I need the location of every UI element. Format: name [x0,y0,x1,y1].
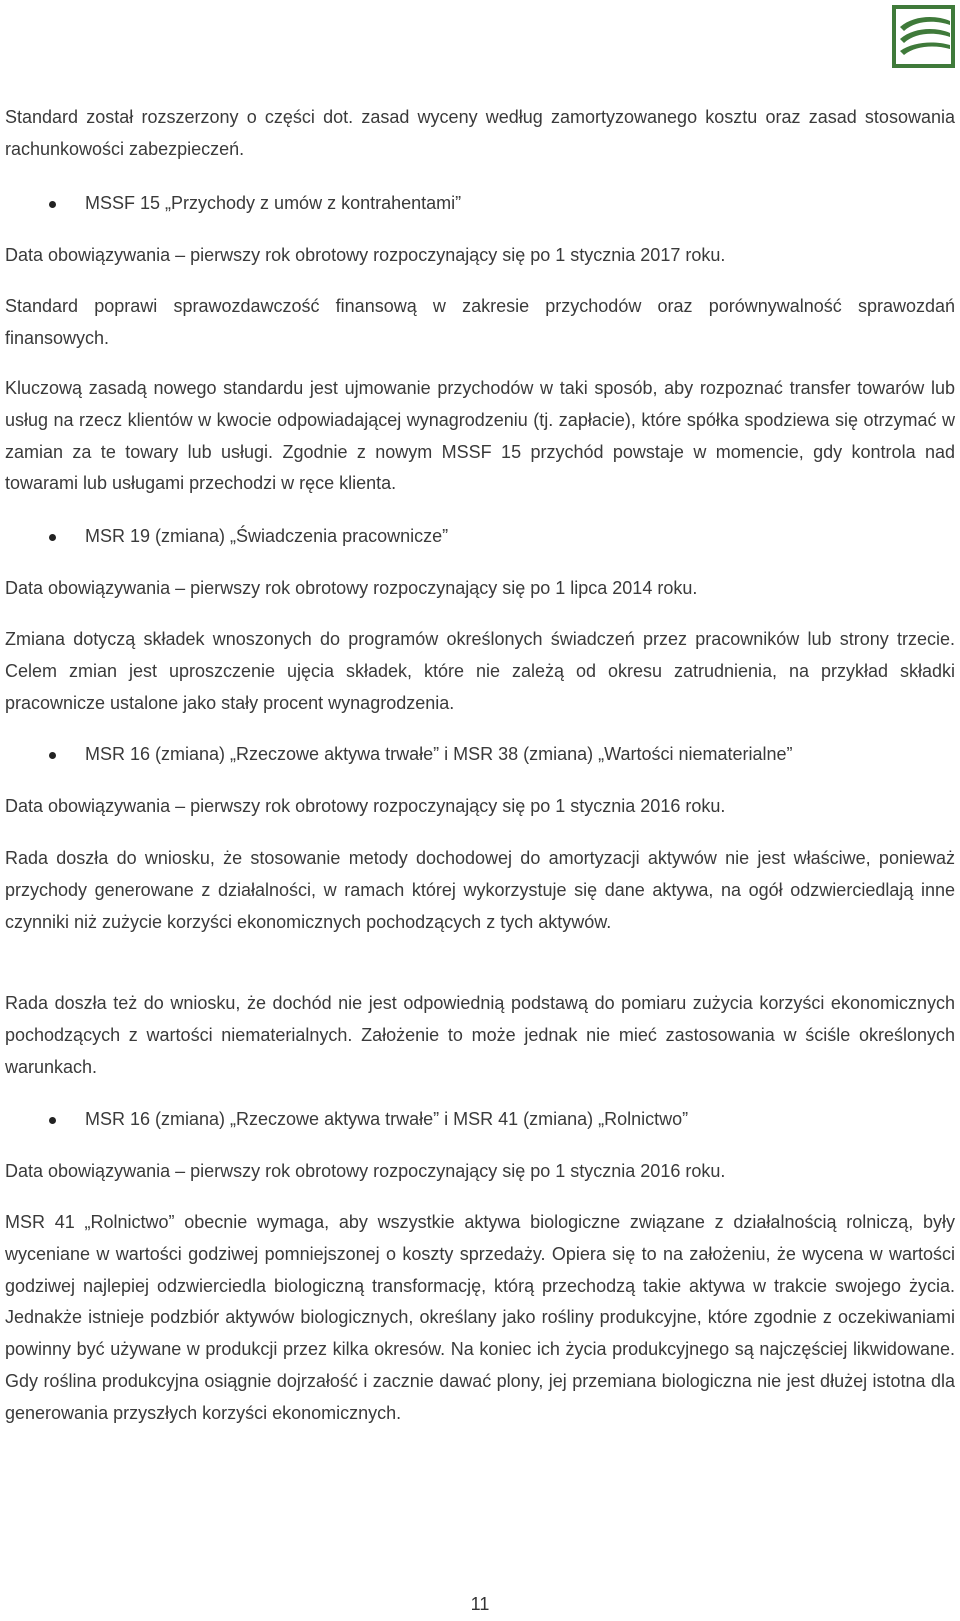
bullet-icon [49,201,56,208]
paragraph-effective-date-3: Data obowiązywania – pierwszy rok obrotowy rozpoczynający się po 1 stycznia 2016 roku. [5,796,726,816]
bullet-heading-msr16-msr38: MSR 16 (zmiana) „Rzeczowe aktywa trwałe” i MSR 38 (zmiana) „Wartości niematerialne” [85,744,793,764]
company-logo-icon [892,5,955,68]
bullet-heading-msr16-msr41: MSR 16 (zmiana) „Rzeczowe aktywa trwałe” i MSR 41 (zmiana) „Rolnictwo” [85,1109,689,1129]
paragraph-effective-date-2: Data obowiązywania – pierwszy rok obrotowy rozpoczynający się po 1 lipca 2014 roku. [5,578,698,598]
paragraph-contributions: Zmiana dotyczą składek wnoszonych do programów określonych świadczeń przez pracowników lub strony trzecie. Celem zmian jest uproszczenie ujęcia składek, które nie zależą od okresu zatrudnienia, na przykład składki pracownicze ustalone jako stały procent wynagrodzenia. [5,629,955,713]
paragraph-reporting: Standard poprawi sprawozdawczość finansową w zakresie przychodów oraz porównywalność sprawozdań finansowych. [5,296,955,348]
bullet-icon [49,752,56,759]
paragraph-key-principle: Kluczową zasadą nowego standardu jest ujmowanie przychodów w taki sposób, aby rozpoznać transfer towarów lub usług na rzecz klientów w kwocie odpowiadającej wynagrodzeniu (tj. zapłacie), które spółka spodziewa się otrzymać w zamian za te towary lub usługi. Zgodnie z nowym MSSF 15 przychód powstaje w momencie, gdy kontrola nad towarami lub usługami przechodzi w ręce klienta. [5,378,955,494]
paragraph-hedge-accounting: Standard został rozszerzony o części dot. zasad wyceny według zamortyzowanego kosztu oraz zasad stosowania rachunkowości zabezpieczeń. [5,107,955,159]
paragraph-amortization: Rada doszła do wniosku, że stosowanie metody dochodowej do amortyzacji aktywów nie jest właściwe, ponieważ przychody generowane z działalności, w ramach której wykorzystuje się dane aktywa, na ogół odzwierciedlają inne czynniki niż zużycie korzyści ekonomicznych pochodzących z tych aktywów. [5,848,955,932]
paragraph-effective-date-1: Data obowiązywania – pierwszy rok obrotowy rozpoczynający się po 1 stycznia 2017 roku. [5,245,726,265]
bullet-icon [49,1117,56,1124]
page-number: 11 [470,1594,490,1614]
paragraph-agriculture: MSR 41 „Rolnictwo” obecnie wymaga, aby wszystkie aktywa biologiczne związane z działalnością rolniczą, były wyceniane w wartości godziwej pomniejszonej o koszty sprzedaży. Opiera się to na założeniu, że wycena w wartości godziwej najlepiej odzwierciedla biologiczną transformację, którą przechodzą takie aktywa w trakcie swojego życia. Jednakże istnieje podzbiór aktywów biologicznych, określany jako rośliny produkcyjne, które zgodnie z oczekiwaniami powinny być używane w produkcji przez kilka okresów. Na koniec ich życia produkcyjnego są najczęściej likwidowane. Gdy roślina produkcyjna osiągnie dojrzałość i zacznie dawać plony, jej przemiana biologiczna nie jest dłużej istotna dla generowania przyszłych korzyści ekonomicznych. [5,1212,955,1423]
bullet-heading-mssf15: MSSF 15 „Przychody z umów z kontrahentami” [85,193,462,213]
bullet-icon [49,534,56,541]
paragraph-intangibles: Rada doszła też do wniosku, że dochód nie jest odpowiednią podstawą do pomiaru zużycia korzyści ekonomicznych pochodzących z wartości niematerialnych. Założenie to może jednak nie mieć zastosowania w ściśle określonych warunkach. [5,993,955,1077]
paragraph-effective-date-4: Data obowiązywania – pierwszy rok obrotowy rozpoczynający się po 1 stycznia 2016 roku. [5,1161,726,1181]
bullet-heading-msr19: MSR 19 (zmiana) „Świadczenia pracownicze” [85,526,449,546]
